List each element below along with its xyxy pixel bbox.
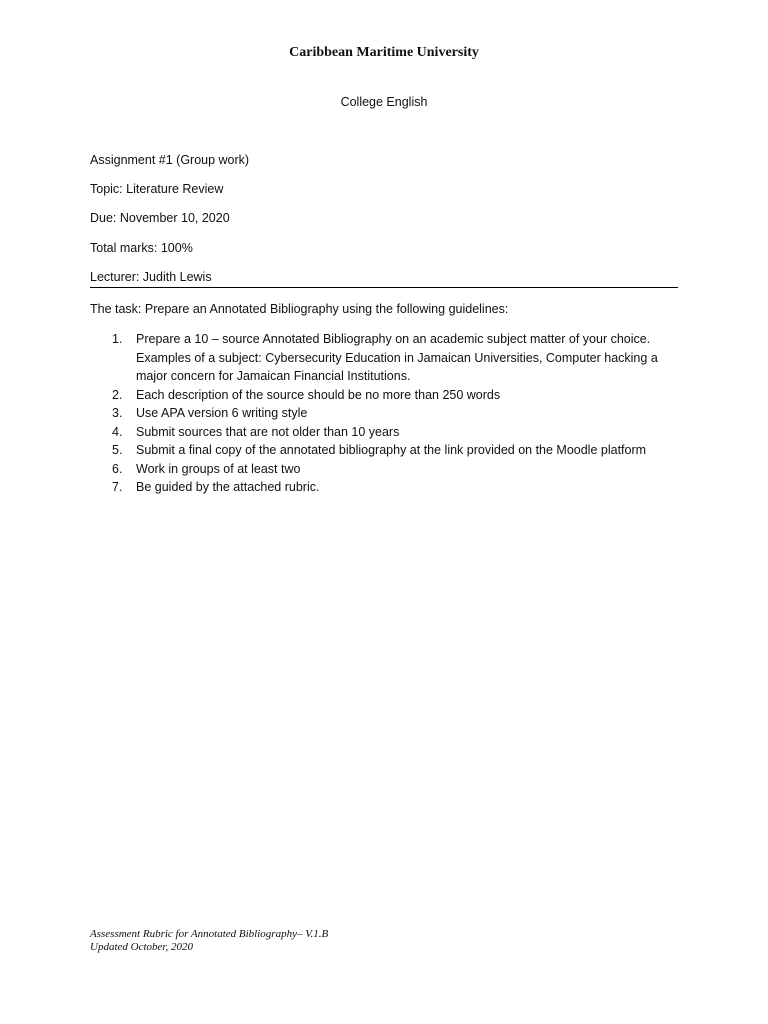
task-intro: The task: Prepare an Annotated Bibliography using the following guidelines: xyxy=(90,302,509,316)
list-item-line: major concern for Jamaican Financial Institutions. xyxy=(136,369,411,383)
list-item xyxy=(90,404,690,423)
guidelines-list xyxy=(90,330,690,497)
university-title: Caribbean Maritime University xyxy=(289,45,479,60)
list-item xyxy=(90,478,690,497)
due-line: Due: November 10, 2020 xyxy=(90,211,230,225)
list-item xyxy=(90,460,690,479)
list-item-number: 3. xyxy=(112,406,123,420)
list-item xyxy=(90,386,690,405)
total-marks-line: Total marks: 100% xyxy=(90,241,193,255)
list-item xyxy=(90,441,690,460)
list-item-line: Use APA version 6 writing style xyxy=(136,406,308,420)
list-item-line: Prepare a 10 – source Annotated Bibliography on an academic subject matter of your choice. xyxy=(136,332,651,346)
list-item xyxy=(90,330,690,386)
list-item-line: Each description of the source should be no more than 250 words xyxy=(136,387,501,402)
list-item-line: Submit sources that are not older than 10 years xyxy=(136,424,400,439)
course-title: College English xyxy=(340,95,428,109)
horizontal-divider xyxy=(90,287,678,288)
list-item-number: 4. xyxy=(112,424,123,439)
list-item-line: Be guided by the attached rubric. xyxy=(136,480,320,494)
list-item-line: Work in groups of at least two xyxy=(136,461,301,476)
footer-updated-date: Updated October, 2020 xyxy=(90,941,193,953)
lecturer-line: Lecturer: Judith Lewis xyxy=(90,270,212,284)
list-item-number: 7. xyxy=(112,480,123,494)
list-item-line: Examples of a subject: Cybersecurity Education in Jamaican Universities, Computer hacking a xyxy=(136,350,658,365)
list-item-number: 1. xyxy=(112,332,123,346)
footer-rubric-version: Assessment Rubric for Annotated Bibliography– V.1.B xyxy=(90,928,329,940)
list-item-number: 6. xyxy=(112,461,123,476)
topic-line: Topic: Literature Review xyxy=(90,182,224,196)
list-item-line: Submit a final copy of the annotated bibliography at the link provided on the Moodle platform xyxy=(136,443,647,457)
list-item-number: 5. xyxy=(112,443,123,457)
page-footer xyxy=(90,928,328,954)
list-item-number: 2. xyxy=(112,387,123,402)
list-item xyxy=(90,423,690,442)
assignment-line: Assignment #1 (Group work) xyxy=(90,153,250,167)
